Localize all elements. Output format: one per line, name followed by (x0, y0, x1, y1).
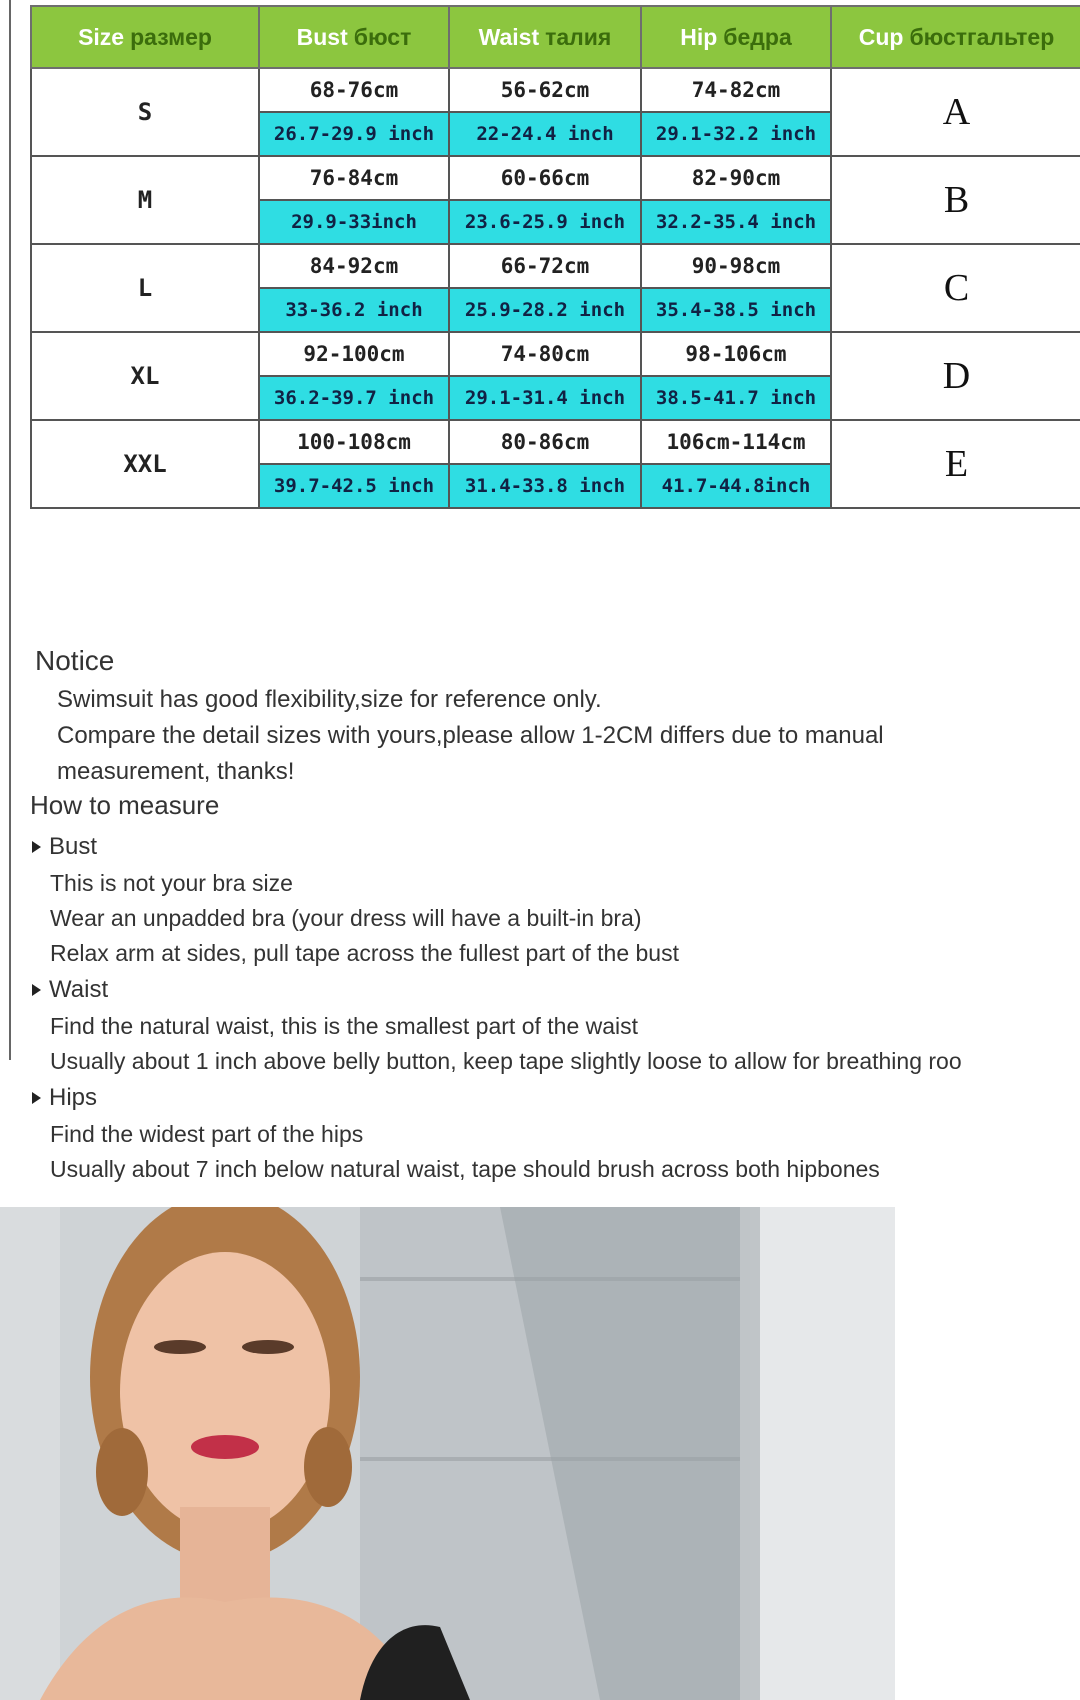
waist-cm: 60-66cm (449, 156, 641, 200)
hip-inch: 41.7-44.8inch (641, 464, 831, 508)
notice-title: Notice (35, 645, 115, 676)
hip-cm: 90-98cm (641, 244, 831, 288)
bust-cm: 68-76cm (259, 68, 449, 112)
bust-inch: 33-36.2 inch (259, 288, 449, 332)
hip-inch: 38.5-41.7 inch (641, 376, 831, 420)
header-bust: Bust бюст (259, 6, 449, 68)
measure-instruction: Find the natural waist, this is the smallest part of the waist (50, 1013, 639, 1039)
bust-heading (32, 833, 1080, 861)
hip-inch: 35.4-38.5 inch (641, 288, 831, 332)
measure-instruction: Usually about 7 inch below natural waist, tape should brush across both hipbones (50, 1156, 880, 1182)
size-row-xl-cm (31, 332, 1080, 376)
size-row-xxl-cm (31, 420, 1080, 464)
hip-cm: 106cm-114cm (641, 420, 831, 464)
size-row-m-cm (31, 156, 1080, 200)
triangle-bullet-icon (32, 984, 41, 996)
notice-line: Compare the detail sizes with yours,please allow 1-2CM differs due to manual (57, 722, 884, 749)
cup-size: C (831, 244, 1080, 332)
cup-size: D (831, 332, 1080, 420)
measure-bust (30, 833, 1080, 968)
size-row-l-cm (31, 244, 1080, 288)
cup-size: A (831, 68, 1080, 156)
waist-cm: 66-72cm (449, 244, 641, 288)
notice-line: measurement, thanks! (57, 758, 295, 785)
waist-cm: 80-86cm (449, 420, 641, 464)
waist-inch: 25.9-28.2 inch (449, 288, 641, 332)
waist-heading-label: Waist (49, 976, 109, 1003)
waist-inch: 31.4-33.8 inch (449, 464, 641, 508)
cup-size: E (831, 420, 1080, 508)
bust-cm: 84-92cm (259, 244, 449, 288)
triangle-bullet-icon (32, 841, 41, 853)
header-hip: Hip бедра (641, 6, 831, 68)
waist-inch: 29.1-31.4 inch (449, 376, 641, 420)
notice-line: Swimsuit has good flexibility,size for reference only. (57, 686, 602, 713)
header-cup: Cup бюстгальтер (831, 6, 1080, 68)
page-divider (9, 0, 11, 1060)
measure-instruction: Find the widest part of the hips (50, 1121, 364, 1147)
hip-cm: 98-106cm (641, 332, 831, 376)
model-photo (0, 1207, 895, 1700)
size-label: XXL (31, 420, 259, 508)
measure-instruction: Usually about 1 inch above belly button, keep tape slightly loose to allow for breathing roo (50, 1048, 962, 1074)
notice-section (35, 645, 1045, 793)
waist-cm: 74-80cm (449, 332, 641, 376)
hip-inch: 32.2-35.4 inch (641, 200, 831, 244)
hip-cm: 74-82cm (641, 68, 831, 112)
waist-heading (32, 976, 1080, 1004)
bust-cm: 92-100cm (259, 332, 449, 376)
bust-cm: 76-84cm (259, 156, 449, 200)
header-waist: Waist талия (449, 6, 641, 68)
size-label: L (31, 244, 259, 332)
hip-inch: 29.1-32.2 inch (641, 112, 831, 156)
size-label: M (31, 156, 259, 244)
bust-heading-label: Bust (49, 833, 98, 860)
measure-instruction: Relax arm at sides, pull tape across the fullest part of the bust (50, 940, 679, 966)
size-chart-table (30, 5, 1080, 509)
bust-inch: 39.7-42.5 inch (259, 464, 449, 508)
size-label: XL (31, 332, 259, 420)
triangle-bullet-icon (32, 1092, 41, 1104)
hip-cm: 82-90cm (641, 156, 831, 200)
bust-inch: 26.7-29.9 inch (259, 112, 449, 156)
bust-inch: 29.9-33inch (259, 200, 449, 244)
measure-instruction: Wear an unpadded bra (your dress will have a built-in bra) (50, 905, 642, 931)
measure-hips (30, 1084, 1080, 1184)
waist-inch: 23.6-25.9 inch (449, 200, 641, 244)
bust-inch: 36.2-39.7 inch (259, 376, 449, 420)
measure-waist (30, 976, 1080, 1076)
measure-instruction: This is not your bra size (50, 870, 293, 896)
bust-cm: 100-108cm (259, 420, 449, 464)
hips-heading (32, 1084, 1080, 1112)
size-row-s-cm (31, 68, 1080, 112)
header-size: Size размер (31, 6, 259, 68)
cup-size: B (831, 156, 1080, 244)
size-chart-header-row (31, 6, 1080, 68)
waist-cm: 56-62cm (449, 68, 641, 112)
how-to-measure-title: How to measure (30, 790, 220, 820)
size-label: S (31, 68, 259, 156)
hips-heading-label: Hips (49, 1084, 98, 1111)
waist-inch: 22-24.4 inch (449, 112, 641, 156)
how-to-measure-section (30, 790, 1080, 1192)
